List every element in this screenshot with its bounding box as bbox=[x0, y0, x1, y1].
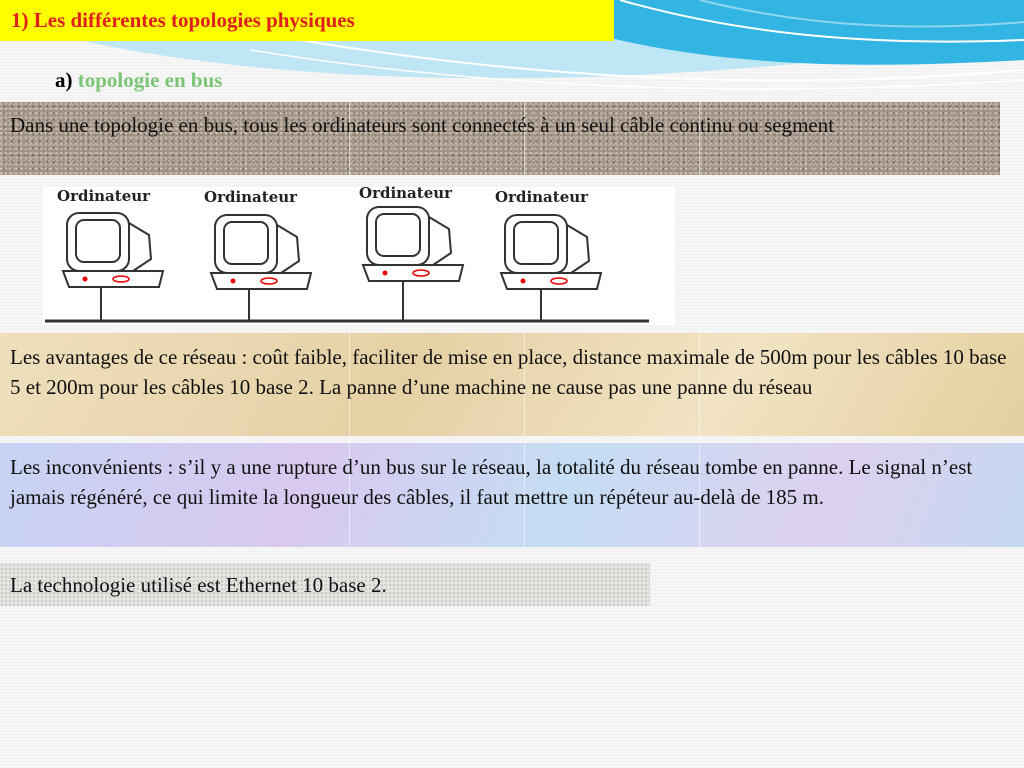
slide-title: 1) Les différentes topologies physiques bbox=[11, 8, 355, 32]
bus-topology-diagram bbox=[43, 184, 675, 325]
definition-text: Dans une topologie en bus, tous les ordinateurs sont connectés à un seul câble continu ou segment bbox=[10, 113, 835, 137]
computer-label: Ordinateur bbox=[204, 188, 298, 206]
computer-label: Ordinateur bbox=[495, 188, 589, 206]
advantages-text: Les avantages de ce réseau : coût faible, faciliter de mise en place, distance maximale de 500m pour les câbles 10 base 5 et 200m pour les câbles 10 base 2. La panne d’une machine ne cause pas une panne du réseau bbox=[10, 345, 1007, 399]
computer-icon bbox=[363, 207, 463, 321]
definition-box bbox=[0, 102, 1000, 175]
technology-box bbox=[0, 563, 650, 606]
disadvantages-text: Les inconvénients : s’il y a une rupture d’un bus sur le réseau, la totalité du réseau tombe en panne. Le signal n’est jamais régénéré, ce qui limite la longueur des câbles, il faut mettre un répéteur au-delà de 185 m. bbox=[10, 455, 973, 509]
computer-label: Ordinateur bbox=[57, 187, 151, 205]
subtitle-prefix: a) bbox=[55, 68, 73, 92]
computer-icon bbox=[63, 213, 163, 321]
section-subtitle bbox=[55, 68, 222, 93]
computer-icon bbox=[211, 215, 311, 321]
subtitle-text: topologie en bus bbox=[77, 68, 223, 92]
disadvantages-box bbox=[0, 443, 1024, 547]
slide-title-bar bbox=[0, 0, 614, 41]
technology-text: La technologie utilisé est Ethernet 10 base 2. bbox=[10, 573, 387, 597]
computer-icon bbox=[501, 215, 601, 321]
computer-label: Ordinateur bbox=[359, 184, 453, 202]
advantages-box bbox=[0, 333, 1024, 436]
